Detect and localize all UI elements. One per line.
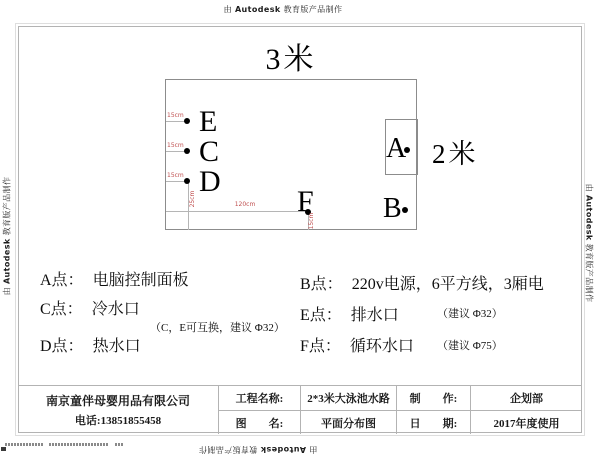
watermark-prefix: 由 bbox=[223, 5, 233, 14]
legend-desc-b: 220v电源，6平方线，3厢电 bbox=[351, 276, 544, 293]
point-label-d: D bbox=[199, 165, 221, 198]
legend-label-b: B点： bbox=[300, 276, 343, 293]
legend-desc-c: 冷水口 bbox=[91, 301, 140, 318]
date-label: 日 期: bbox=[396, 410, 470, 434]
company-cell bbox=[18, 386, 218, 434]
point-label-f: F bbox=[297, 185, 314, 218]
leader-line-e bbox=[166, 121, 186, 122]
legend-row-f bbox=[300, 333, 414, 356]
point-dot-e bbox=[184, 118, 190, 124]
legend-row-d bbox=[40, 333, 141, 356]
watermark-suffix: 教育版产品制作 bbox=[584, 243, 594, 303]
point-label-c: C bbox=[199, 135, 220, 168]
fine-print-segment bbox=[5, 443, 43, 446]
dim-label-d-vertical: 25cm bbox=[189, 190, 196, 208]
width-dimension-label: 3米 bbox=[265, 43, 317, 76]
dim-label-c-offset: 15cm bbox=[167, 142, 184, 149]
watermark-right bbox=[584, 184, 595, 303]
point-label-a: A bbox=[386, 133, 407, 164]
legend-label-f: F点： bbox=[300, 338, 341, 355]
point-label-b: B bbox=[383, 193, 402, 224]
company-phone: 电话:13851855458 bbox=[74, 415, 162, 427]
maker-value: 企划部 bbox=[470, 386, 582, 410]
drawing-name-label: 图 名: bbox=[218, 410, 300, 434]
dim-label-f-horizontal: 120cm bbox=[234, 201, 256, 208]
legend-row-b bbox=[300, 271, 544, 294]
drawing-name-value: 平面分布图 bbox=[300, 410, 396, 434]
point-dot-c bbox=[184, 148, 190, 154]
dim-line-f-horizontal bbox=[166, 211, 308, 212]
legend-note-cd: （C，E可互换，建议 Φ32） bbox=[150, 322, 285, 334]
watermark-suffix: 教育版产品制作 bbox=[283, 5, 343, 14]
autodesk-logo-text: Autodesk bbox=[260, 445, 307, 454]
leader-line-c bbox=[166, 151, 186, 152]
autodesk-logo-text: Autodesk bbox=[2, 238, 12, 285]
point-dot-b bbox=[402, 207, 408, 213]
company-name: 南京童伴母婴用品有限公司 bbox=[45, 394, 190, 408]
corner-mark bbox=[1, 447, 6, 451]
fine-print-segment bbox=[49, 443, 109, 446]
watermark-prefix: 由 bbox=[584, 183, 594, 193]
watermark-suffix: 教育版产品制作 bbox=[198, 445, 258, 454]
autodesk-logo-text: Autodesk bbox=[584, 194, 594, 241]
watermark-prefix: 由 bbox=[308, 445, 318, 454]
title-block-table bbox=[18, 385, 582, 433]
project-name-value: 2*3米大泳池水路 bbox=[300, 386, 396, 410]
legend-label-d: D点： bbox=[40, 338, 84, 355]
fine-print-segment bbox=[115, 443, 124, 446]
legend-label-c: C点： bbox=[40, 301, 83, 318]
maker-label: 制 作: bbox=[396, 386, 470, 410]
project-name-label: 工程名称: bbox=[218, 386, 300, 410]
watermark-left bbox=[2, 177, 13, 296]
legend-row-c bbox=[40, 296, 140, 319]
legend-label-a: A点： bbox=[40, 272, 84, 289]
legend-desc-e: 排水口 bbox=[350, 307, 399, 324]
leader-line-d bbox=[166, 181, 186, 182]
watermark-top bbox=[224, 4, 343, 15]
point-label-e: E bbox=[199, 105, 218, 138]
point-dot-d bbox=[184, 178, 190, 184]
legend-label-e: E点： bbox=[300, 307, 342, 324]
legend-note-e: （建议 Φ32） bbox=[437, 308, 503, 320]
legend-desc-d: 热水口 bbox=[92, 338, 141, 355]
fine-print-smudge bbox=[5, 443, 124, 446]
dim-label-d-offset: 15cm bbox=[167, 172, 184, 179]
legend-row-e bbox=[300, 302, 399, 325]
watermark-suffix: 教育版产品制作 bbox=[2, 176, 12, 236]
watermark-prefix: 由 bbox=[2, 286, 12, 296]
legend-desc-f: 循环水口 bbox=[349, 338, 414, 355]
legend-desc-a: 电脑控制面板 bbox=[92, 272, 189, 289]
dim-label-e-offset: 15cm bbox=[167, 112, 184, 119]
legend-row-a bbox=[40, 267, 189, 290]
legend-note-f: （建议 Φ75） bbox=[437, 340, 503, 352]
autodesk-logo-text: Autodesk bbox=[234, 5, 281, 14]
height-dimension-label: 2米 bbox=[432, 139, 479, 169]
watermark-bottom bbox=[199, 444, 318, 455]
dim-label-f-vertical: 15cm bbox=[308, 212, 315, 230]
date-value: 2017年度使用 bbox=[470, 410, 582, 434]
